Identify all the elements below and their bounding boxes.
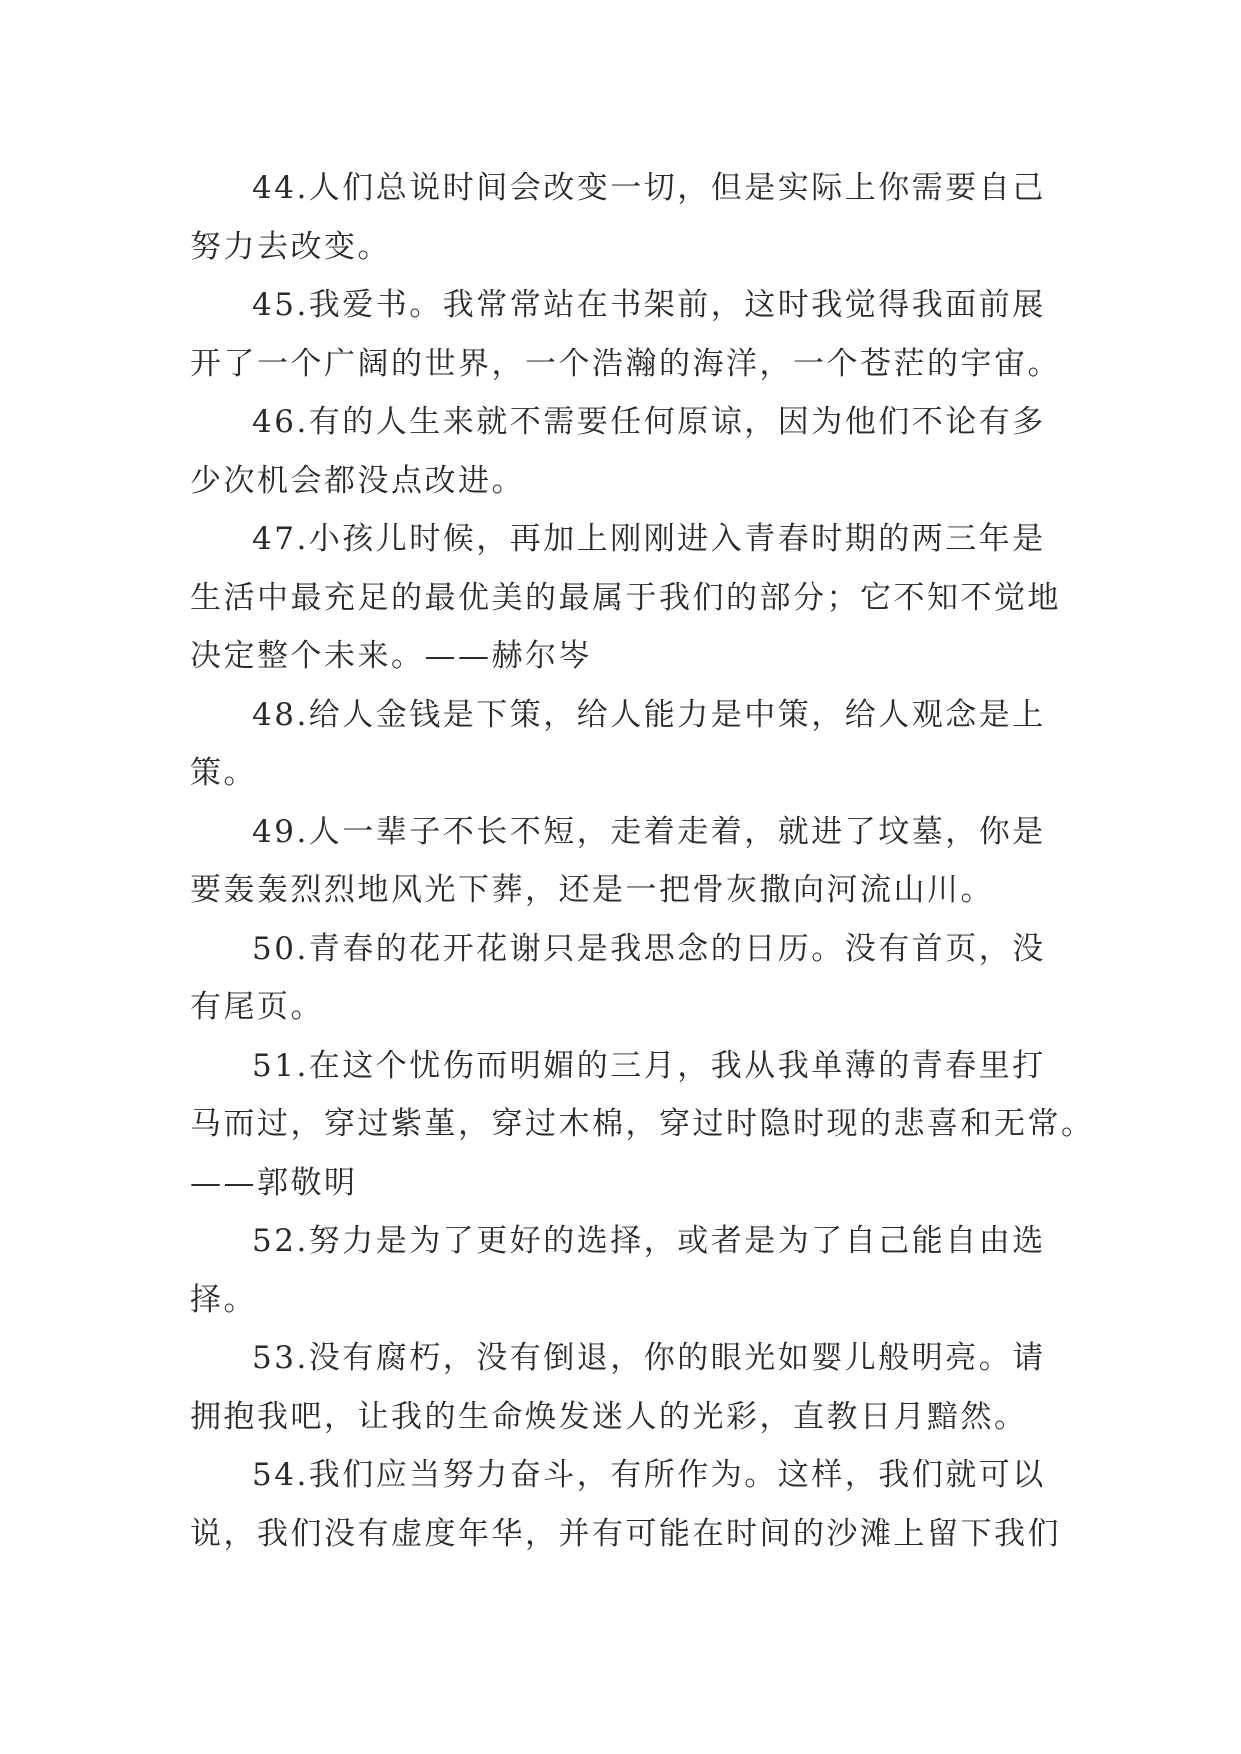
- text-line: 51.在这个忧伤而明媚的三月，我从我单薄的青春里打: [252, 1047, 1046, 1084]
- text-line: 生活中最充足的最优美的最属于我们的部分；它不知不觉地: [190, 579, 1061, 616]
- text-line: 46.有的人生来就不需要任何原谅，因为他们不论有多: [252, 404, 1046, 440]
- text-line: 策。: [190, 755, 257, 791]
- text-line: 53.没有腐朽，没有倒退，你的眼光如婴儿般明亮。请: [252, 1340, 1046, 1376]
- text-line: 决定整个未来。——赫尔岑: [190, 638, 592, 674]
- text-line: 择。: [190, 1281, 257, 1318]
- text-line: 54.我们应当努力奋斗，有所作为。这样，我们就可以: [252, 1457, 1046, 1493]
- text-line: 少次机会都没点改进。: [190, 462, 525, 499]
- text-line: 说，我们没有虚度年华，并有可能在时间的沙滩上留下我们: [190, 1515, 1061, 1552]
- text-line: 47.小孩儿时候，再加上刚刚进入青春时期的两三年是: [252, 521, 1046, 557]
- text-line: 44.人们总说时间会改变一切，但是实际上你需要自己: [252, 170, 1046, 206]
- text-line: 开了一个广阔的世界，一个浩瀚的海洋，一个苍茫的宇宙。: [190, 345, 1061, 382]
- text-line: 要轰轰烈烈地风光下葬，还是一把骨灰撒向河流山川。: [190, 872, 994, 908]
- text-line: 48.给人金钱是下策，给人能力是中策，给人观念是上: [252, 696, 1046, 733]
- text-line: 50.青春的花开花谢只是我思念的日历。没有首页，没: [252, 930, 1046, 967]
- document-page: [190, 159, 1095, 1563]
- text-line: 有尾页。: [190, 989, 324, 1025]
- text-line: 45.我爱书。我常常站在书架前，这时我觉得我面前展: [252, 287, 1046, 323]
- text-line: 49.人一辈子不长不短，走着走着，就进了坟墓，你是: [252, 813, 1046, 850]
- text-line: 马而过，穿过紫堇，穿过木棉，穿过时隐时现的悲喜和无常。: [190, 1106, 1095, 1142]
- text-line: 努力去改变。: [190, 228, 391, 265]
- text-line: 拥抱我吧，让我的生命焕发迷人的光彩，直教日月黯然。: [190, 1398, 1028, 1435]
- text-line: ——郭敬明: [190, 1164, 358, 1201]
- text-line: 52.努力是为了更好的选择，或者是为了自己能自由选: [252, 1223, 1046, 1259]
